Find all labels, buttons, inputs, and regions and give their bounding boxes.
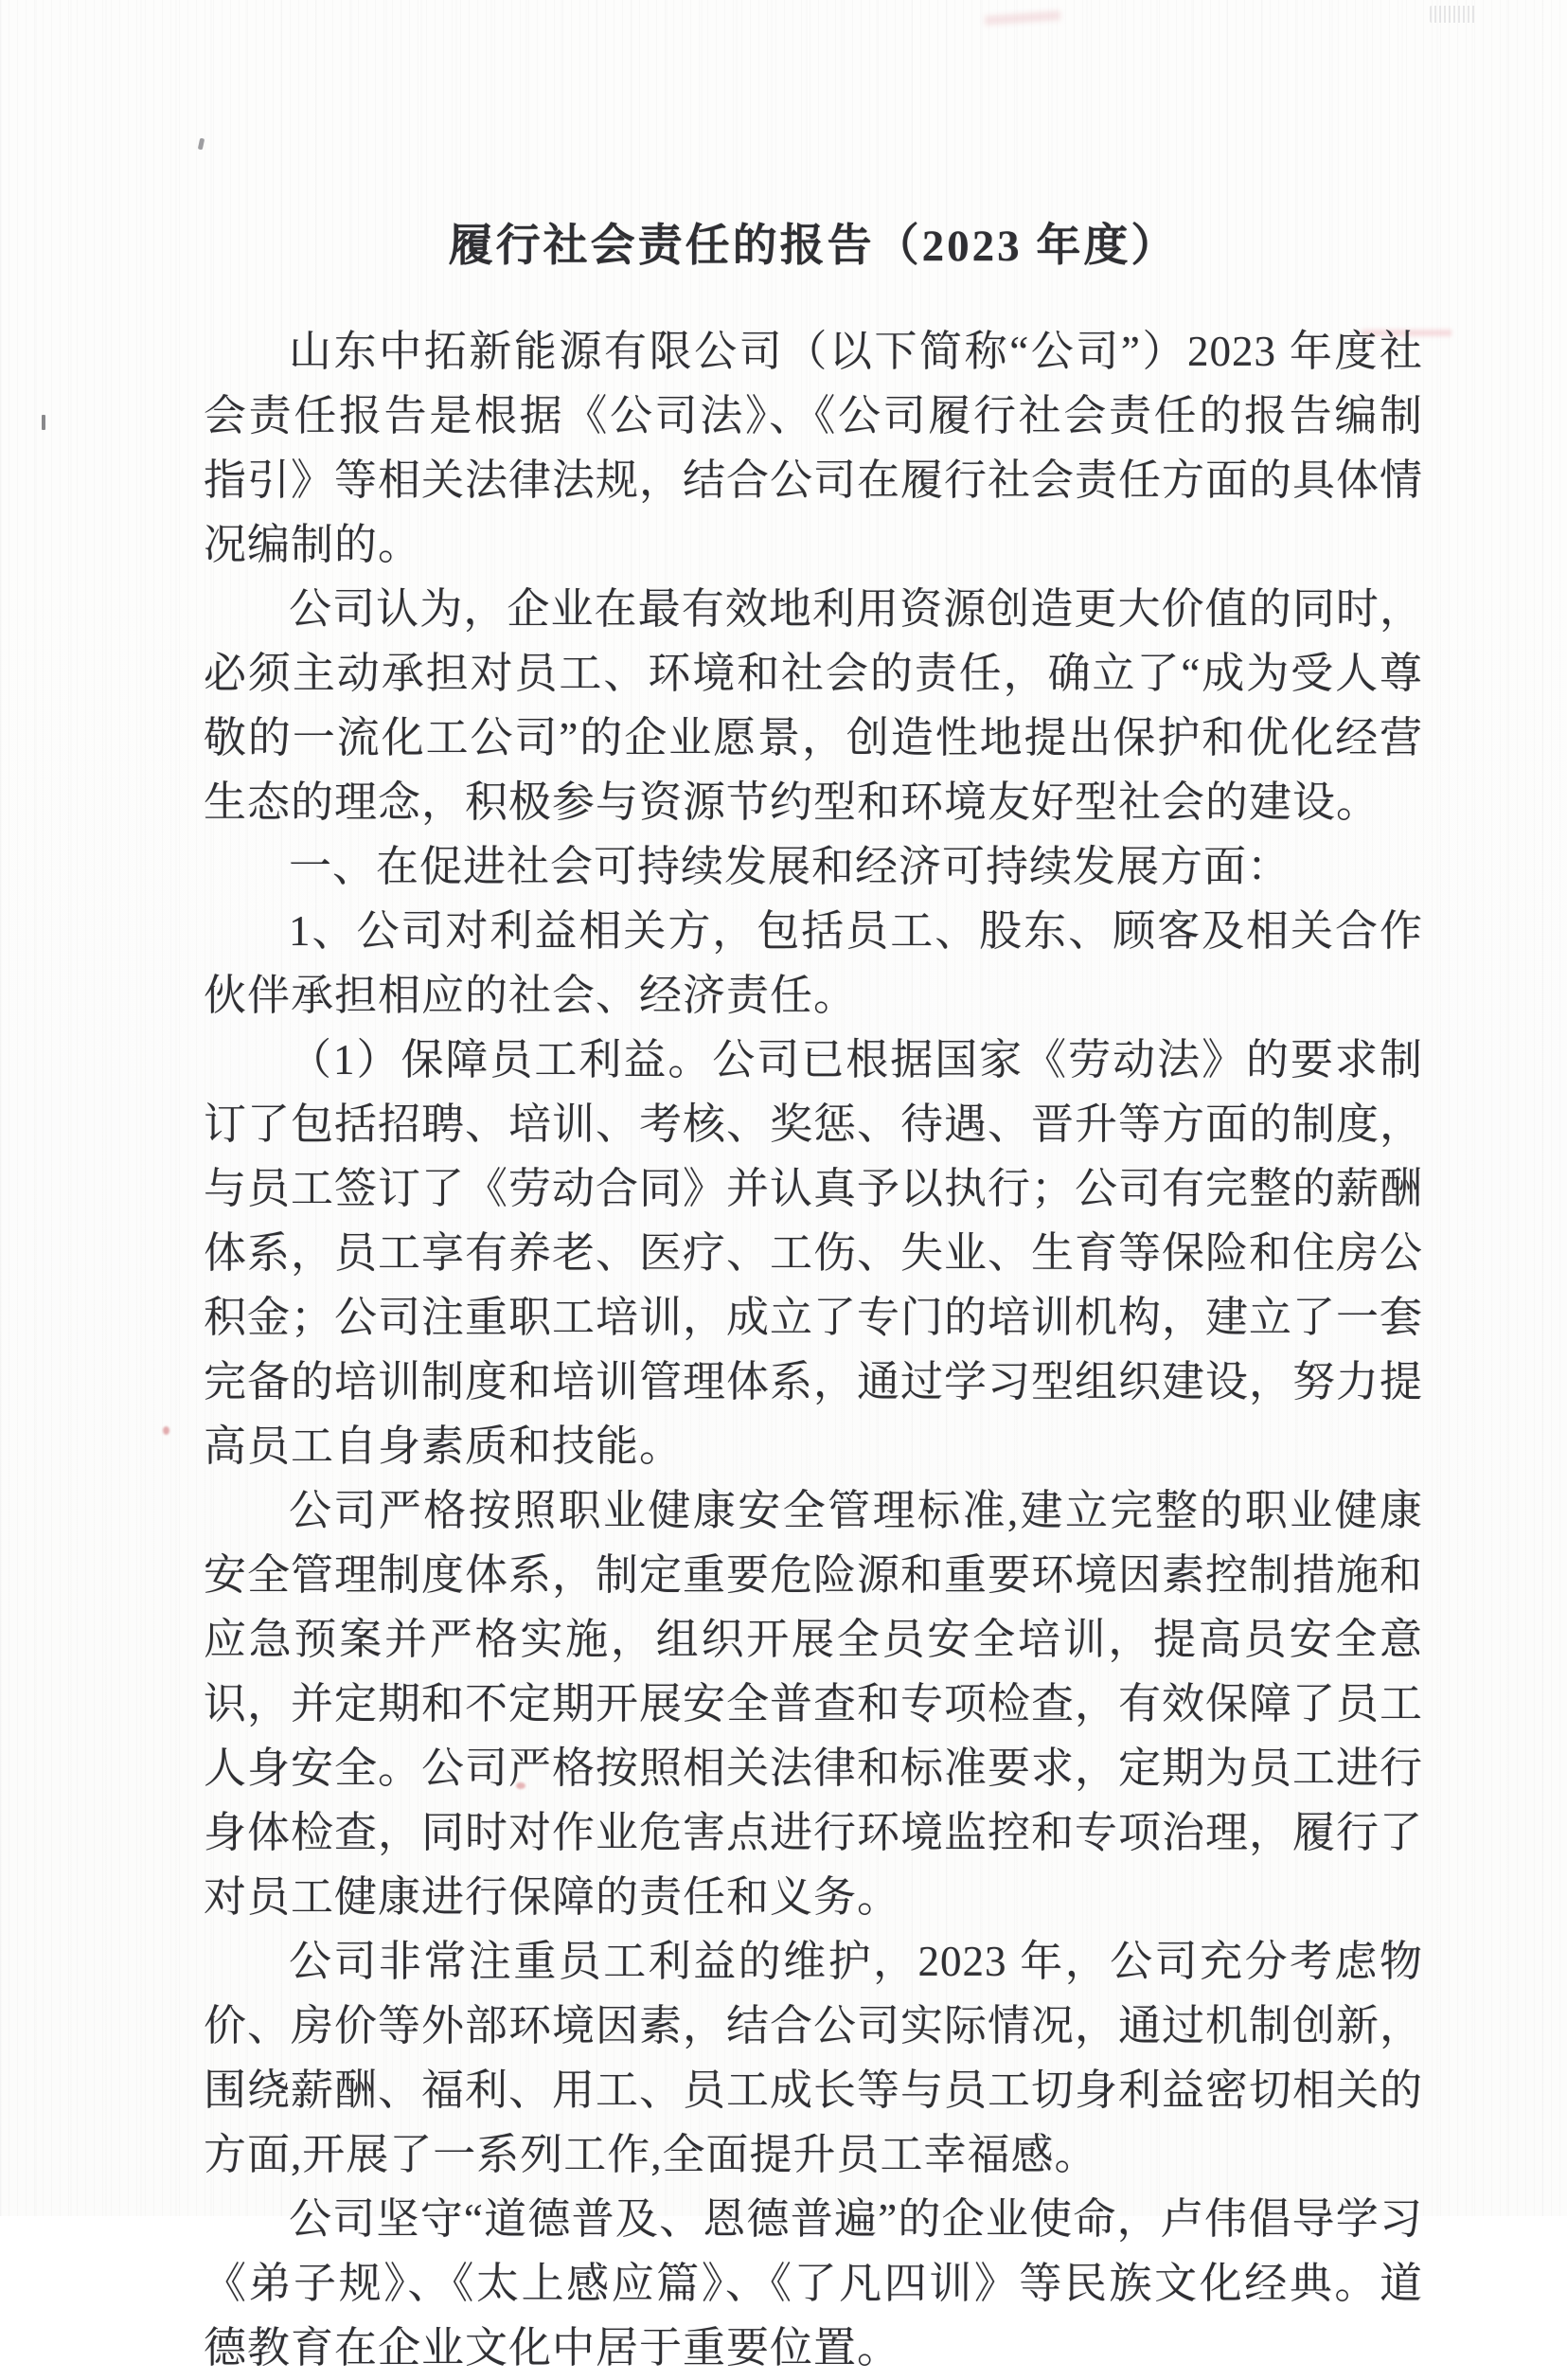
scan-artifact-red-speck: [163, 1426, 169, 1435]
section-heading-sustainable-development: 一、在促进社会可持续发展和经济可持续发展方面：: [289, 843, 1291, 891]
paragraph-corporate-culture: 公司坚守“道德普及、恩德普遍”的企业使命，卢伟倡导学习《弟子规》、《太上感应篇》、《了凡四训》等民族文化经典。道德教育在企业文化中居于重要位置。: [204, 2195, 1423, 2372]
paragraph-company-philosophy: 公司认为，企业在最有效地利用资源创造更大价值的同时，必须主动承担对员工、环境和社会的责任，确立了“成为受人尊敬的一流化工公司”的企业愿景，创造性地提出保护和优化经营生态的理念，积极参与资源节约型和环境友好型社会的建设。: [204, 585, 1423, 827]
paragraph-health-safety: 公司严格按照职业健康安全管理标准,建立完整的职业健康安全管理制度体系，制定重要危险源和重要环境因素控制措施和应急预案并严格实施，组织开展全员安全培训，提高员安全意识，并定期和不定期开展安全普查和专项检查，有效保障了员工人身安全。公司严格按照相关法律和标准要求，定期为员工进行身体检查，同时对作业危害点进行环境监控和专项治理，履行了对员工健康进行保障的责任和义务。: [204, 1487, 1424, 1922]
paragraph-report-basis: 山东中拓新能源有限公司（以下简称“公司”）2023 年度社会责任报告是根据《公司法》、《公司履行社会责任的报告编制指引》等相关法律法规，结合公司在履行社会责任方面的具体情况编制的。: [204, 328, 1424, 569]
document-body: [204, 218, 1423, 2380]
document-title: 履行社会责任的报告（2023 年度）: [448, 222, 1179, 271]
scan-artifact-speck: [42, 415, 45, 430]
paragraph-employee-welfare: 公司非常注重员工利益的维护，2023 年，公司充分考虑物价、房价等外部环境因素，结合公司实际情况，通过机制创新，围绕薪酬、福利、用工、员工成长等与员工切身利益密切相关的方面,开展了一系列工作,全面提升员工幸福感。: [204, 1938, 1424, 2179]
paragraph-stakeholder-responsibility: 1、公司对利益相关方，包括员工、股东、顾客及相关合作伙伴承担相应的社会、经济责任。: [204, 907, 1423, 1020]
scan-artifact-pink-smudge: [985, 10, 1061, 26]
paragraph-employee-rights: （1）保障员工利益。公司已根据国家《劳动法》的要求制订了包括招聘、培训、考核、奖惩、待遇、晋升等方面的制度，与员工签订了《劳动合同》并认真予以执行；公司有完整的薪酬体系，员工享有养老、医疗、工伤、失业、生育等保险和住房公积金；公司注重职工培训，成立了专门的培训机构，建立了一套完备的培训制度和培训管理体系，通过学习型组织建设，努力提高员工自身素质和技能。: [204, 1036, 1424, 1471]
scan-artifact-speck: [198, 138, 205, 151]
scan-artifact-corner-hatch: [1430, 6, 1477, 23]
